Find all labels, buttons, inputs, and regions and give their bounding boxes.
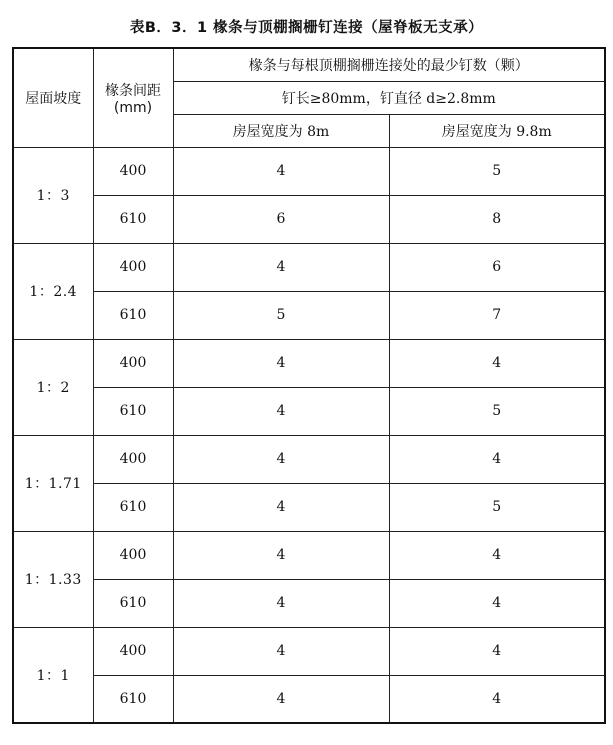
nails-9-8m-cell: 4 [389,531,605,579]
table-row [13,195,605,243]
table-row [13,387,605,435]
table-row [13,291,605,339]
slope-cell: 1：1 [13,627,93,723]
spacing-cell: 400 [93,627,173,675]
nails-8m-cell: 4 [173,675,389,723]
spacing-cell: 400 [93,147,173,195]
nails-9-8m-cell: 6 [389,243,605,291]
nails-9-8m-cell: 7 [389,291,605,339]
table-row [13,483,605,531]
spacing-cell: 610 [93,579,173,627]
nails-9-8m-cell: 5 [389,483,605,531]
nails-8m-cell: 4 [173,339,389,387]
nails-8m-cell: 4 [173,483,389,531]
header-group: 椽条与每根顶棚搁栅连接处的最少钉数（颗） [173,48,605,81]
header-width-8m: 房屋宽度为 8m [173,114,389,147]
slope-cell: 1：1.33 [13,531,93,627]
table-row [13,435,605,483]
nails-9-8m-cell: 8 [389,195,605,243]
spacing-cell: 400 [93,243,173,291]
spacing-cell: 610 [93,387,173,435]
nails-8m-cell: 4 [173,147,389,195]
nails-8m-cell: 5 [173,291,389,339]
nails-8m-cell: 4 [173,387,389,435]
slope-cell: 1：3 [13,147,93,243]
nails-9-8m-cell: 4 [389,579,605,627]
nails-9-8m-cell: 4 [389,435,605,483]
spacing-cell: 610 [93,675,173,723]
table-title: 表B．3．1 椽条与顶棚搁栅钉连接（屋脊板无支承） [129,20,484,36]
nails-9-8m-cell: 4 [389,675,605,723]
nails-9-8m-cell: 5 [389,387,605,435]
spacing-cell: 610 [93,195,173,243]
nails-9-8m-cell: 4 [389,339,605,387]
spacing-cell: 400 [93,435,173,483]
header-spacing-label: 椽条间距 [105,82,161,99]
table-row [13,339,605,387]
slope-cell: 1：2 [13,339,93,435]
header-width-9-8m: 房屋宽度为 9.8m [389,114,605,147]
nails-8m-cell: 4 [173,243,389,291]
nails-8m-cell: 6 [173,195,389,243]
spacing-cell: 400 [93,339,173,387]
header-nail-spec: 钉长≥80mm，钉直径 d≥2.8mm [173,81,605,114]
header-spacing [93,48,173,147]
header-spacing-unit: (mm) [113,99,153,116]
nails-9-8m-cell: 4 [389,627,605,675]
table-row [13,627,605,675]
nails-8m-cell: 4 [173,531,389,579]
nails-8m-cell: 4 [173,627,389,675]
table-row [13,531,605,579]
table-row [13,675,605,723]
nails-8m-cell: 4 [173,579,389,627]
spacing-cell: 400 [93,531,173,579]
header-slope: 屋面坡度 [13,48,93,147]
spacing-cell: 610 [93,483,173,531]
spacing-cell: 610 [93,291,173,339]
nails-8m-cell: 4 [173,435,389,483]
slope-cell: 1：1.71 [13,435,93,531]
table-row [13,243,605,291]
slope-cell: 1：2.4 [13,243,93,339]
table-row [13,579,605,627]
nail-count-table [12,47,606,724]
table-row [13,147,605,195]
nails-9-8m-cell: 5 [389,147,605,195]
